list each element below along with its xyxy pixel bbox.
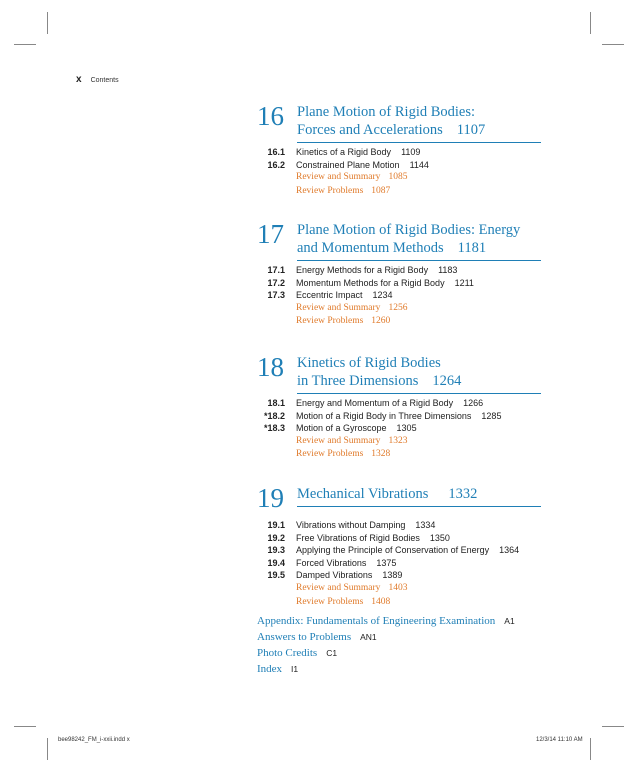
- chapter-number: 16: [257, 101, 284, 131]
- toc-entry[interactable]: [257, 545, 541, 558]
- chapter-17: [257, 221, 541, 330]
- review-page: 1323: [388, 435, 408, 446]
- section-title: Applying the Principle of Conservation of Energy: [296, 545, 490, 556]
- section-title: Forced Vibrations: [296, 557, 367, 568]
- section-number: *18.3: [263, 423, 285, 434]
- section-list: [257, 265, 541, 330]
- section-number: 19.3: [267, 545, 285, 556]
- review-page: 1260: [371, 316, 391, 327]
- review-title: Review and Summary: [296, 582, 381, 593]
- section-number: 17.2: [267, 277, 285, 288]
- chapter-16: [257, 103, 541, 199]
- toc-entry[interactable]: [257, 570, 541, 583]
- section-number: 17.1: [267, 265, 285, 275]
- section-number: 19.5: [267, 570, 285, 581]
- review-page: 1408: [371, 596, 391, 607]
- section-number: 19.4: [267, 557, 285, 568]
- section-title: Motion of a Gyroscope: [296, 423, 387, 434]
- review-page: 1087: [371, 185, 391, 196]
- back-matter-page: C1: [326, 648, 338, 658]
- chapter-page: 1107: [456, 122, 486, 138]
- section-number: 19.2: [267, 532, 285, 543]
- review-page: 1256: [388, 302, 408, 313]
- section-title: Momentum Methods for a Rigid Body: [296, 277, 445, 288]
- section-title: Energy and Momentum of a Rigid Body: [296, 398, 454, 408]
- back-matter-entry[interactable]: [257, 663, 577, 679]
- back-matter-page: A1: [504, 616, 515, 626]
- section-title: Damped Vibrations: [296, 570, 373, 581]
- section-page: 1350: [429, 532, 450, 543]
- section-list: [257, 147, 541, 199]
- chapter-page: 1264: [432, 373, 462, 389]
- chapter-page: 1332: [448, 486, 478, 502]
- section-title: Kinetics of a Rigid Body: [296, 147, 392, 157]
- review-entry[interactable]: [257, 449, 541, 463]
- chapter-number: 19: [257, 483, 284, 513]
- chapter-title-line: Mechanical Vibrations 1332: [297, 486, 478, 502]
- review-title: Review Problems: [296, 185, 364, 196]
- review-page: 1085: [388, 172, 408, 183]
- section-page: 1364: [499, 545, 520, 556]
- section-title: Vibrations without Damping: [296, 520, 406, 530]
- section-page: 1234: [372, 290, 393, 301]
- toc-entry[interactable]: [257, 398, 541, 411]
- chapter-title-line: Plane Motion of Rigid Bodies:: [297, 104, 476, 120]
- chapter-19: [257, 485, 541, 610]
- section-page: 1144: [409, 159, 429, 170]
- chapter-heading: [257, 103, 541, 143]
- review-entry[interactable]: [257, 316, 541, 330]
- section-title: Energy Methods for a Rigid Body: [296, 265, 429, 275]
- crop-mark: [590, 738, 591, 760]
- back-matter-title: Index: [257, 663, 283, 675]
- review-title: Review Problems: [296, 316, 364, 327]
- section-number: 16.1: [267, 147, 285, 157]
- back-matter-entry[interactable]: [257, 647, 577, 663]
- toc-entry[interactable]: [257, 278, 541, 291]
- section-page: 1285: [481, 410, 502, 421]
- chapter-heading: [257, 485, 541, 512]
- chapter-title-line: Kinetics of Rigid Bodies: [297, 355, 441, 371]
- slug-filename: bee98242_FM_i-xxii.indd x: [58, 737, 130, 743]
- section-number: 17.3: [267, 290, 285, 301]
- chapter-title[interactable]: [297, 103, 541, 143]
- running-head: [76, 74, 119, 85]
- review-page: 1403: [388, 582, 408, 593]
- section-number: 16.2: [267, 159, 285, 170]
- toc-entry[interactable]: [257, 533, 541, 546]
- toc-entry[interactable]: [257, 265, 541, 278]
- section-page: 1211: [454, 277, 474, 288]
- crop-mark: [47, 738, 48, 760]
- section-number: *18.2: [263, 410, 285, 421]
- toc-entry[interactable]: [257, 147, 541, 160]
- back-matter-title: Photo Credits: [257, 647, 318, 659]
- toc-entry[interactable]: [257, 520, 541, 533]
- back-matter-page: AN1: [360, 632, 377, 642]
- chapter-heading: [257, 354, 541, 394]
- review-title: Review and Summary: [296, 302, 381, 313]
- review-title: Review Problems: [296, 596, 364, 607]
- review-entry[interactable]: [257, 186, 541, 200]
- review-entry[interactable]: [257, 172, 541, 186]
- toc-entry[interactable]: [257, 558, 541, 571]
- page-folio: x: [76, 74, 82, 85]
- chapter-heading: [257, 221, 541, 261]
- crop-mark: [14, 726, 36, 727]
- chapter-title-line: in Three Dimensions 1264: [297, 373, 462, 389]
- section-page: 1334: [415, 520, 436, 530]
- review-entry[interactable]: [257, 597, 541, 611]
- section-list: [257, 520, 541, 610]
- slug-timestamp: 12/3/14 11:10 AM: [536, 737, 583, 743]
- section-title: Free Vibrations of Rigid Bodies: [296, 532, 420, 543]
- crop-mark: [602, 44, 624, 45]
- review-title: Review and Summary: [296, 172, 381, 183]
- crop-mark: [590, 12, 591, 34]
- chapter-number: 17: [257, 219, 284, 249]
- back-matter-title: Answers to Problems: [257, 631, 352, 643]
- chapter-page: 1181: [457, 240, 487, 256]
- section-number: 18.1: [267, 398, 285, 408]
- review-page: 1328: [371, 449, 391, 460]
- crop-mark: [47, 12, 48, 34]
- section-page: 1305: [396, 423, 417, 434]
- toc-entry[interactable]: [257, 423, 541, 436]
- chapter-18: [257, 354, 541, 463]
- running-head-label: Contents: [90, 77, 119, 84]
- review-entry[interactable]: [257, 436, 541, 450]
- section-title: Motion of a Rigid Body in Three Dimensions: [296, 410, 472, 421]
- toc-entry[interactable]: [257, 411, 541, 424]
- toc-entry[interactable]: [257, 290, 541, 303]
- back-matter: [257, 615, 577, 679]
- review-entry[interactable]: [257, 583, 541, 597]
- section-title: Eccentric Impact: [296, 290, 363, 301]
- chapter-title-line: Forces and Accelerations 1107: [297, 122, 486, 138]
- review-title: Review and Summary: [296, 435, 381, 446]
- review-title: Review Problems: [296, 449, 364, 460]
- crop-mark: [14, 44, 36, 45]
- chapter-title[interactable]: [297, 485, 541, 507]
- section-page: 1109: [401, 147, 421, 157]
- back-matter-entry[interactable]: [257, 615, 577, 631]
- section-list: [257, 398, 541, 463]
- section-page: 1183: [438, 265, 458, 275]
- chapter-title-line: Plane Motion of Rigid Bodies: Energy: [297, 222, 521, 238]
- chapter-title[interactable]: [297, 354, 541, 394]
- section-page: 1266: [463, 398, 484, 408]
- section-number: 19.1: [267, 520, 285, 530]
- section-page: 1375: [376, 557, 397, 568]
- section-page: 1389: [382, 570, 403, 581]
- back-matter-page: I1: [291, 664, 299, 674]
- back-matter-entry[interactable]: [257, 631, 577, 647]
- chapter-title[interactable]: [297, 221, 541, 261]
- back-matter-title: Appendix: Fundamentals of Engineering Examination: [257, 615, 496, 627]
- section-title: Constrained Plane Motion: [296, 159, 400, 170]
- review-entry[interactable]: [257, 303, 541, 317]
- chapter-title-line: and Momentum Methods 1181: [297, 240, 487, 256]
- crop-mark: [602, 726, 624, 727]
- toc-entry[interactable]: [257, 160, 541, 173]
- chapter-number: 18: [257, 352, 284, 382]
